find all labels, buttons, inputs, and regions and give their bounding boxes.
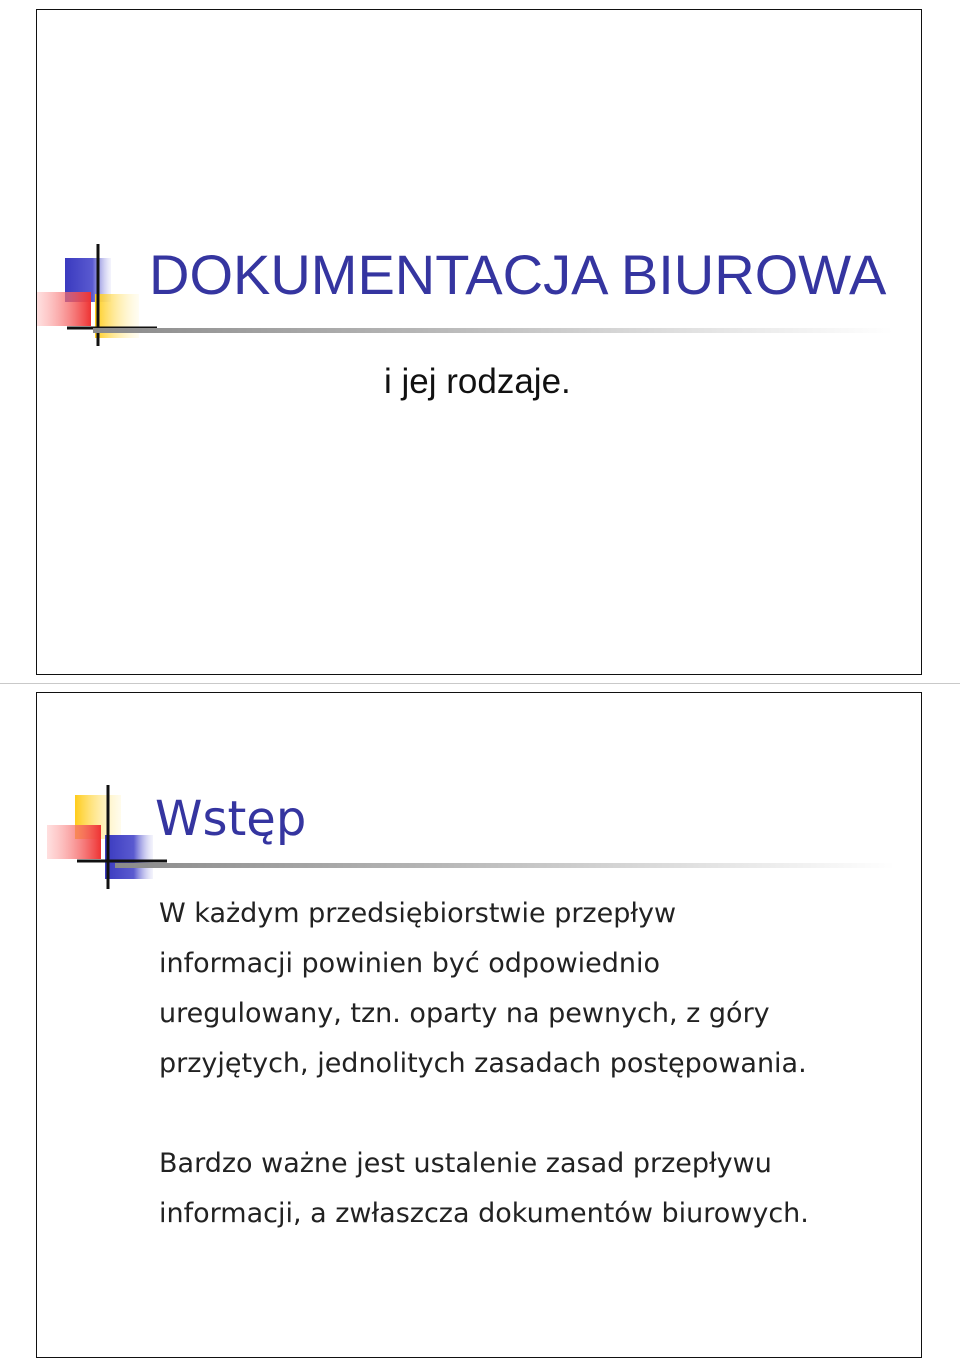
title-underline [93,328,893,333]
slide-introduction [36,692,922,1358]
title-underline [115,863,895,868]
slide-title [36,9,922,675]
paragraph-line: Bardzo ważne jest ustalenie zasad przepływu [159,1148,772,1179]
page-divider [0,683,960,684]
paragraph-line: informacji, a zwłaszcza dokumentów biurowych. [159,1198,809,1229]
paragraph [159,889,807,1089]
paragraph-line: uregulowany, tzn. oparty na pewnych, z góry [159,998,770,1029]
paragraph-line: przyjętych, jednolitych zasadach postępowania. [159,1048,807,1079]
paragraph [159,1139,809,1239]
decorative-squares-logo-icon [47,785,167,895]
slide-heading: Wstęp [155,791,307,847]
paragraph-line: informacji powinien być odpowiednio [159,948,661,979]
slide-subtitle: i jej rodzaje. [384,362,571,401]
slide-title-heading: DOKUMENTACJA BIUROWA [149,243,887,306]
paragraph-line: W każdym przedsiębiorstwie przepływ [159,898,677,929]
decorative-squares-logo-icon [37,242,157,352]
